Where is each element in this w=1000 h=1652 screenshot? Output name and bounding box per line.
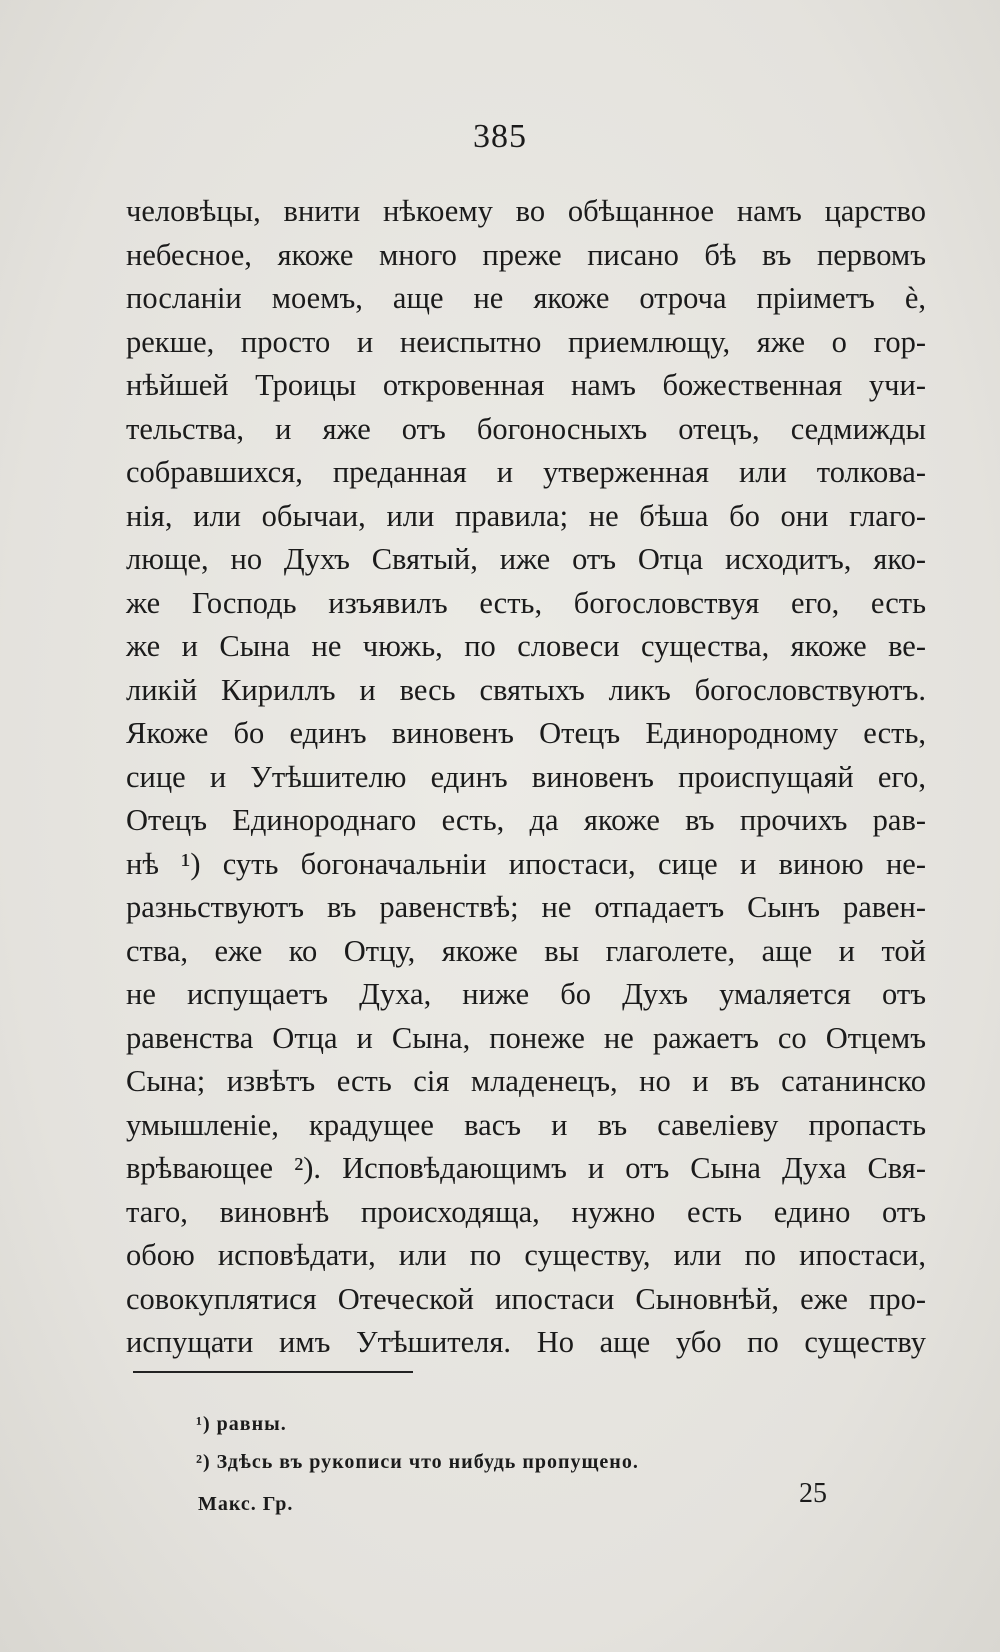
text-line: Якоже бо единъ виновенъ Отецъ Единородному есть, — [126, 716, 926, 750]
text-line: Отецъ Единороднаго есть, да якоже въ прочихъ рав- — [126, 803, 926, 837]
text-line: посланіи моемъ, аще не якоже отроча пріиметъ ѐ, — [126, 281, 926, 315]
text-line: таго, виновнѣ происходяща, нужно есть едино отъ — [126, 1194, 926, 1229]
text-line: ства, еже ко Отцу, якоже вы глаголете, аще и той — [126, 933, 926, 968]
footnote: ¹) равны. — [196, 1413, 287, 1435]
text-line: же Господь изъявилъ есть, богословствуя его, есть — [126, 585, 926, 620]
text-line: собравшихся, преданная и утверженная или толкова- — [126, 455, 926, 489]
text-line: сице и Утѣшителю единъ виновенъ происпущаяй его, — [126, 759, 926, 794]
text-line: человѣцы, внити нѣкоему во обѣщанное намъ царство — [126, 194, 926, 228]
text-line: врѣвающее ²). Исповѣдающимъ и отъ Сына Духа Свя- — [126, 1151, 926, 1185]
text-line: же и Сына не чюжь, по словеси существа, якоже ве- — [126, 629, 926, 663]
text-line: тельства, и яже отъ богоносныхъ отецъ, седмижды — [126, 411, 926, 446]
text-line: совокуплятися Отеческой ипостаси Сыновнѣй, еже про- — [126, 1281, 926, 1316]
text-line: испущати имъ Утѣшителя. Но аще убо по существу — [126, 1325, 926, 1359]
page-number: 385 — [473, 118, 527, 155]
text-line: рекше, просто и неиспытно приемлющу, яже о гор- — [126, 324, 926, 359]
text-line: люще, но Духъ Святый, иже отъ Отца исходитъ, яко- — [126, 542, 926, 576]
text-line: нѣ ¹) суть богоначальніи ипостаси, сице и виною не- — [126, 846, 926, 881]
text-line: Сына; извѣтъ есть сія младенецъ, но и въ сатанинско — [126, 1064, 926, 1098]
text-line: обою исповѣдати, или по существу, или по ипостаси, — [126, 1238, 926, 1272]
footnote-divider — [133, 1371, 413, 1373]
footnote: ²) Здѣсь въ рукописи что нибудь пропущено. — [196, 1451, 639, 1473]
text-line: разньствуютъ въ равенствѣ; не отпадаетъ Сынъ равен- — [126, 890, 926, 924]
text-line: не испущаетъ Духа, ниже бо Духъ умаляется отъ — [126, 977, 926, 1011]
text-line: умышленіе, крадущее васъ и въ савеліеву пропасть — [126, 1107, 926, 1142]
text-line: ликій Кириллъ и весь святыхъ ликъ богословствуютъ. — [126, 672, 926, 707]
sheet-number: 25 — [799, 1478, 827, 1509]
signature-mark: Макс. Гр. — [198, 1493, 294, 1515]
text-line: небесное, якоже много преже писано бѣ въ первомъ — [126, 237, 926, 272]
footnotes — [196, 1405, 896, 1481]
text-line: нѣйшей Троицы откровенная намъ божественная учи- — [126, 368, 926, 402]
body-text — [126, 190, 926, 1365]
text-line: равенства Отца и Сына, понеже не ражаетъ со Отцемъ — [126, 1020, 926, 1055]
text-line: нія, или обычаи, или правила; не бѣша бо они глаго- — [126, 498, 926, 533]
